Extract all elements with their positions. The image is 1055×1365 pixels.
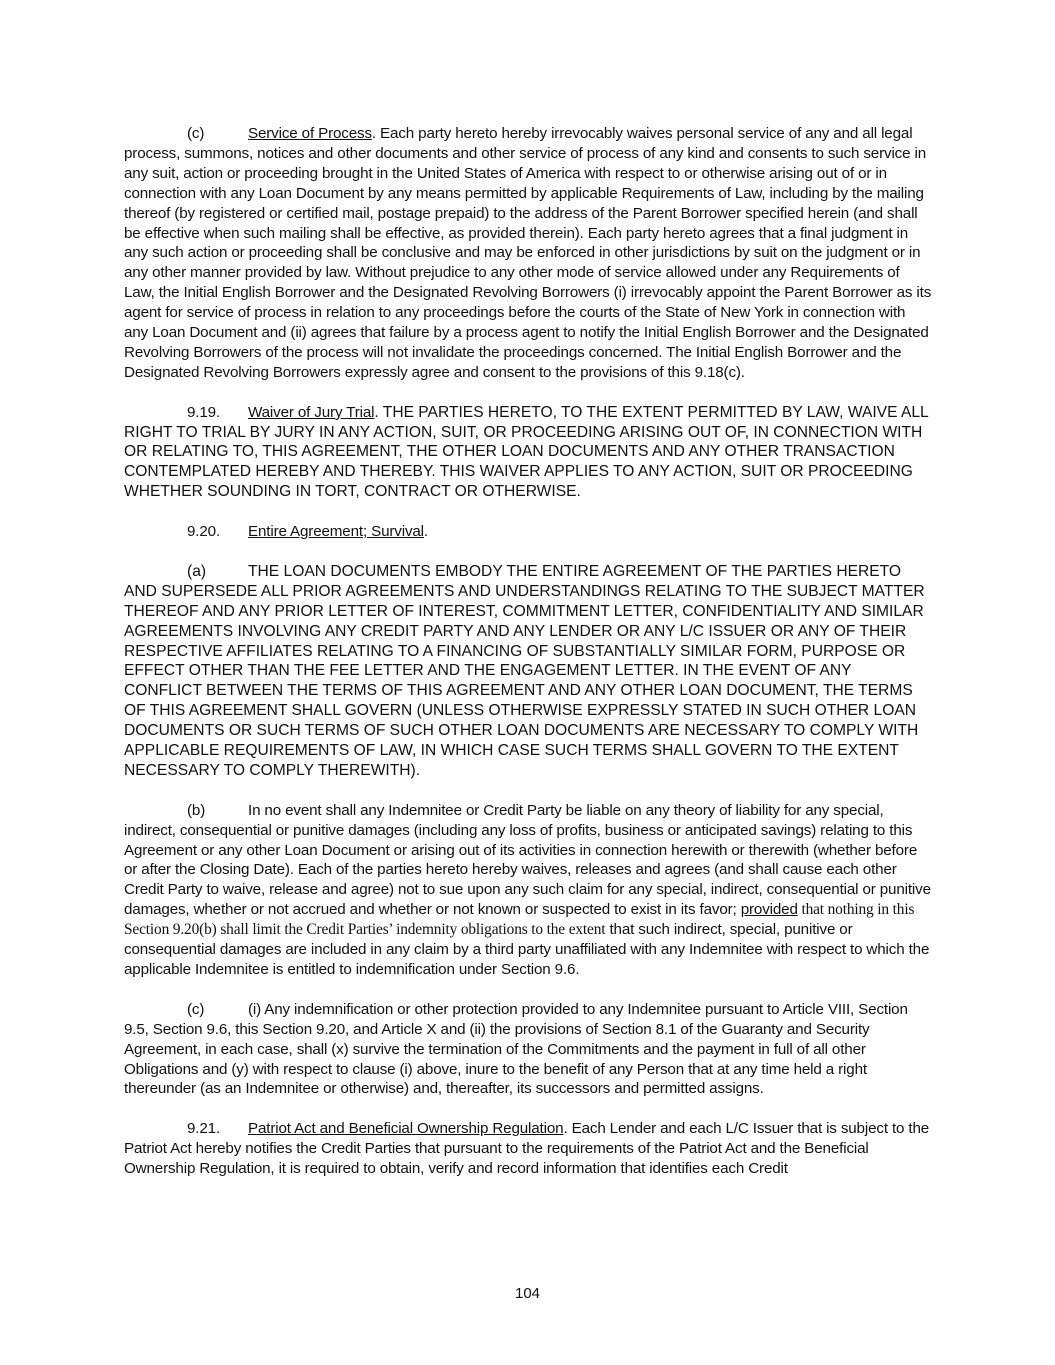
page-number: 104	[514, 1285, 541, 1302]
paragraph-c-survival: (c) (i) Any indemnification or other protection provided to any Indemnitee pursuant to Article VIII, Section 9.5, Section 9.6, this Section 9.20, and Article X and (ii) the provisions of Section 8.1 of the Guaranty and Security Agreement, in each case, shall (x) survive the termination of the Commitments and the payment in full of all other Obligations and (y) with respect to clause (i) above, inure to the benefit of any Person that at any time held a right thereunder (as an Indemnitee or otherwise) and, thereafter, its successors and permitted assigns.	[124, 1000, 908, 1098]
paragraph-text: .	[423, 523, 428, 541]
paragraph-text: (i) Any indemnification or other protection provided to any Indemnitee pursuant to Article VIII, Section 9.5, Section 9.6, this Section 9.20, and Article X and (ii) the provisions of Section 8.1 of the Guaranty and Security Agreement, in each case, shall (x) survive the termination of the Commitments and the payment in full of all other Obligations and (y) with respect to clause (i) above, inure to the benefit of any Person that at any time held a right thereunder (as an Indemnitee or otherwise) and, thereafter, its successors and permitted assigns.	[124, 1000, 908, 1098]
paragraph-text: . Each Lender and each L/C Issuer that is subject to the Patriot Act hereby notifies the Credit Parties that pursuant to the requirements of the Patriot Act and the Beneficial Ownership Regulation, it is required to obtain, verify and record information that identifies each Credit	[124, 1120, 930, 1178]
paragraph-patriot-act: 9.21. Patriot Act and Beneficial Ownership Regulation. Each Lender and each L/C Issuer that is subject to the Patriot Act hereby notifies the Credit Parties that pursuant to the requirements of the Patriot Act and the Beneficial Ownership Regulation, it is required to obtain, verify and record information that identifies each Credit	[124, 1120, 930, 1178]
section-heading-waiver-of-jury-trial: Waiver of Jury Trial	[248, 403, 375, 421]
paragraph-text: THE LOAN DOCUMENTS EMBODY THE ENTIRE AGREEMENT OF THE PARTIES HERETO AND SUPERSEDE ALL PRIOR AGREEMENTS AND UNDERSTANDINGS RELATING TO THE SUBJECT MATTER THEREOF AND ANY PRIOR LETTER OF INTEREST, COMMITMENT LETTER, CONFIDENTIALITY AND SIMILAR AGREEMENTS INVOLVING ANY CREDIT PARTY AND ANY LENDER OR ANY L/C ISSUER OR ANY OF THEIR RESPECTIVE AFFILIATES RELATING TO A FINANCING OF SUBSTANTIALLY SIMILAR FORM, PURPOSE OR EFFECT OTHER THAN THE FEE LETTER AND THE ENGAGEMENT LETTER. IN THE EVENT OF ANY CONFLICT BETWEEN THE TERMS OF THIS AGREEMENT AND ANY OTHER LOAN DOCUMENT, THE TERMS OF THIS AGREEMENT SHALL GOVERN (UNLESS OTHERWISE EXPRESSLY STATED IN SUCH OTHER LOAN DOCUMENTS OR SUCH TERMS OF SUCH OTHER LOAN DOCUMENTS ARE NECESSARY TO COMPLY WITH APPLICABLE REQUIREMENTS OF LAW, IN WHICH CASE SUCH TERMS SHALL GOVERN TO THE EXTENT NECESSARY TO COMPLY THEREWITH).	[124, 562, 925, 779]
paragraph-b-liability: (b) In no event shall any Indemnitee or Credit Party be liable on any theory of liability for any special, indirect, consequential or punitive damages (including any loss of profits, business or anticipated savings) relating to this Agreement or any other Loan Document or arising out of its activities in connection herewith or therewith (whether before or after the Closing Date). Each of the parties hereto hereby waives, releases and agrees (and shall cause each other Credit Party to waive, release and agree) not to sue upon any such claim for any special, indirect, consequential or punitive damages, whether or not accrued and whether or not known or suspected to exist in its favor; provided that nothing in this Section 9.20(b) shall limit the Credit Parties’ indemnity obligations to the extent that such indirect, special, punitive or consequential damages are included in any claim by a third party unaffiliated with any Indemnitee with respect to which the applicable Indemnitee is entitled to indemnification under Section 9.6.	[124, 801, 931, 978]
paragraph-text: In no event shall any Indemnitee or Credit Party be liable on any theory of liability for any special, indirect, consequential or punitive damages (including any loss of profits, business or anticipated savings) relating to this Agreement or any other Loan Document or arising out of its activities in connection herewith or therewith (whether before or after the Closing Date). Each of the parties hereto hereby waives, releases and agrees (and shall cause each other Credit Party to waive, release and agree) not to sue upon any such claim for any special, indirect, consequential or punitive damages, whether or not accrued and whether or not known or suspected to exist in its favor;	[124, 801, 931, 919]
paragraph-entire-agreement: 9.20. Entire Agreement; Survival.	[187, 523, 428, 541]
paragraph-waiver-of-jury-trial: 9.19. Waiver of Jury Trial. THE PARTIES HERETO, TO THE EXTENT PERMITTED BY LAW, WAIVE ALL RIGHT TO TRIAL BY JURY IN ANY ACTION, SUIT, OR PROCEEDING ARISING OUT OF, IN CONNECTION WITH OR RELATING TO, THIS AGREEMENT, THE OTHER LOAN DOCUMENTS AND ANY OTHER TRANSACTION CONTEMPLATED HEREBY AND THEREBY. THIS WAIVER APPLIES TO ANY ACTION, SUIT OR PROCEEDING WHETHER SOUNDING IN TORT, CONTRACT OR OTHERWISE.	[124, 403, 929, 501]
paragraph-service-of-process: (c) Service of Process. Each party hereto hereby irrevocably waives personal service of any and all legal process, summons, notices and other documents and other service of process of any kind and consents to such service in any suit, action or proceeding brought in the United States of America with respect to or otherwise arising out of or in connection with any Loan Document by any means permitted by applicable Requirements of Law, including by the mailing thereof (by registered or certified mail, postage prepaid) to the address of the Parent Borrower specified herein (and shall be effective when such mailing shall be effective, as provided therein). Each party hereto agrees that a final judgment in any such action or proceeding shall be conclusive and may be enforced in other jurisdictions by suit on the judgment or in any other manner provided by law. Without prejudice to any other mode of service allowed under any Requirements of Law, the Initial English Borrower and the Designated Revolving Borrowers (i) irrevocably appoint the Parent Borrower as its agent for service of process in relation to any proceedings before the courts of the State of New York in connection with any Loan Document and (ii) agrees that failure by a process agent to notify the Initial English Borrower and the Designated Revolving Borrowers of the process will not invalidate the proceedings concerned. The Initial English Borrower and the Designated Revolving Borrowers expressly agree and consent to the provisions of this 9.18(c).	[124, 125, 932, 381]
section-heading-patriot-act: Patriot Act and Beneficial Ownership Regulation	[248, 1120, 564, 1138]
paragraph-text: . Each party hereto hereby irrevocably waives personal service of any and all legal process, summons, notices and other documents and other service of process of any kind and consents to such service in any suit, action or proceeding brought in the United States of America with respect to or otherwise arising out of or in connection with any Loan Document by any means permitted by applicable Requirements of Law, including by the mailing thereof (by registered or certified mail, postage prepaid) to the address of the Parent Borrower specified herein (and shall be effective when such mailing shall be effective, as provided therein). Each party hereto agrees that a final judgment in any such action or proceeding shall be conclusive and may be enforced in other jurisdictions by suit on the judgment or in any other manner provided by law. Without prejudice to any other mode of service allowed under any Requirements of Law, the Initial English Borrower and the Designated Revolving Borrowers (i) irrevocably appoint the Parent Borrower as its agent for service of process in relation to any proceedings before the courts of the State of New York in connection with any Loan Document and (ii) agrees that failure by a process agent to notify the Initial English Borrower and the Designated Revolving Borrowers of the process will not invalidate the proceedings concerned. The Initial English Borrower and the Designated Revolving Borrowers expressly agree and consent to the provisions of this 9.18(c).	[124, 125, 932, 381]
paragraph-a-entire-agreement: (a) THE LOAN DOCUMENTS EMBODY THE ENTIRE AGREEMENT OF THE PARTIES HERETO AND SUPERSEDE ALL PRIOR AGREEMENTS AND UNDERSTANDINGS RELATING TO THE SUBJECT MATTER THEREOF AND ANY PRIOR LETTER OF INTEREST, COMMITMENT LETTER, CONFIDENTIALITY AND SIMILAR AGREEMENTS INVOLVING ANY CREDIT PARTY AND ANY LENDER OR ANY L/C ISSUER OR ANY OF THEIR RESPECTIVE AFFILIATES RELATING TO A FINANCING OF SUBSTANTIALLY SIMILAR FORM, PURPOSE OR EFFECT OTHER THAN THE FEE LETTER AND THE ENGAGEMENT LETTER. IN THE EVENT OF ANY CONFLICT BETWEEN THE TERMS OF THIS AGREEMENT AND ANY OTHER LOAN DOCUMENT, THE TERMS OF THIS AGREEMENT SHALL GOVERN (UNLESS OTHERWISE EXPRESSLY STATED IN SUCH OTHER LOAN DOCUMENTS OR SUCH TERMS OF SUCH OTHER LOAN DOCUMENTS ARE NECESSARY TO COMPLY WITH APPLICABLE REQUIREMENTS OF LAW, IN WHICH CASE SUCH TERMS SHALL GOVERN TO THE EXTENT NECESSARY TO COMPLY THEREWITH).	[124, 562, 925, 779]
section-heading-entire-agreement: Entire Agreement; Survival	[248, 523, 424, 541]
section-heading-service-of-process: Service of Process	[248, 125, 372, 142]
paragraph-text: that such indirect, special, punitive or consequential damages are included in any claim by a third party unaffiliated with any Indemnitee with respect to which the applicable Indemnitee is entitled to indemnification under Section 9.6.	[124, 921, 930, 978]
document-page	[124, 124, 932, 1179]
paragraph-text-serif: that nothing in this Section 9.20(b) shall limit the Credit Parties’ indemnity obligations to the extent	[124, 901, 915, 939]
provided-term: provided	[740, 901, 798, 919]
paragraph-text: . THE PARTIES HERETO, TO THE EXTENT PERMITTED BY LAW, WAIVE ALL RIGHT TO TRIAL BY JURY IN ANY ACTION, SUIT, OR PROCEEDING ARISING OUT OF, IN CONNECTION WITH OR RELATING TO, THIS AGREEMENT, THE OTHER LOAN DOCUMENTS AND ANY OTHER TRANSACTION CONTEMPLATED HEREBY AND THEREBY. THIS WAIVER APPLIES TO ANY ACTION, SUIT OR PROCEEDING WHETHER SOUNDING IN TORT, CONTRACT OR OTHERWISE.	[124, 403, 929, 501]
